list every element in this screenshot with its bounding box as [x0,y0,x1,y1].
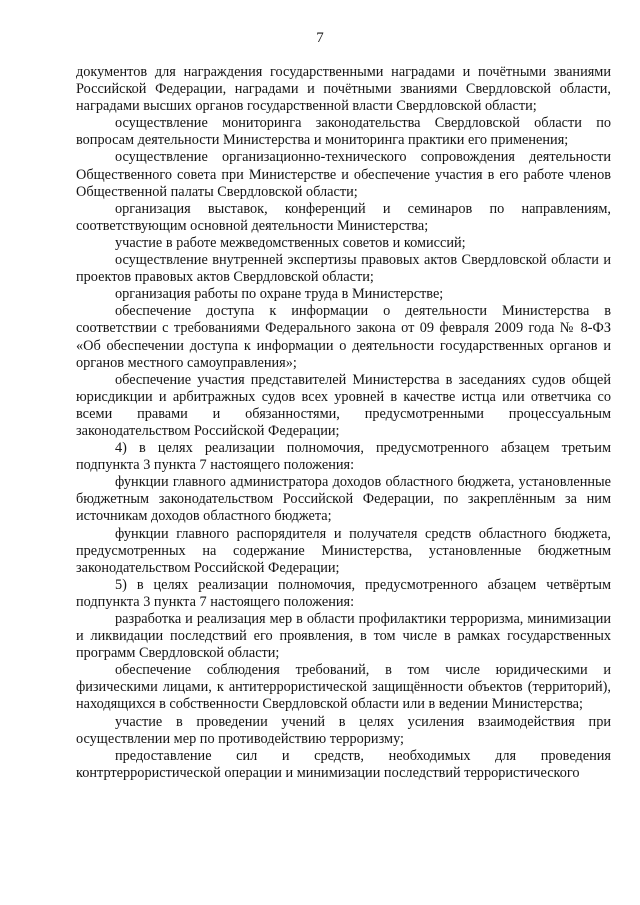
paragraph-continuation: документов для награждения государственными наградами и почётными званиями Российской Федерации, наградами и почётными званиями Свердловской области, наградами высших органов государственной власти Свердловской области; [76,64,611,115]
page-number: 7 [316,30,324,46]
paragraph: обеспечение доступа к информации о деятельности Министерства в соответствии с требованиями Федерального закона от 09 февраля 2009 года № 8-ФЗ «Об обеспечении доступа к информации о деятельности государственных органов и органов местного самоуправления»; [76,303,611,371]
paragraph: функции главного администратора доходов областного бюджета, установленные бюджетным законодательством Российской Федерации, по закреплённым за ним источникам доходов областного бюджета; [76,474,611,525]
paragraph: организация работы по охране труда в Министерстве; [115,286,444,303]
paragraph: обеспечение участия представителей Министерства в заседаниях судов общей юрисдикции и арбитражных судов всех уровней в качестве истца или ответчика со всеми правами и обязанностями, предусмотренными процессуальным законодательством Российской Федерации; [76,371,611,439]
paragraph: разработка и реализация мер в области профилактики терроризма, минимизации и ликвидации последствий его проявления, в том числе в рамках государственных программ Свердловской области; [76,611,611,662]
paragraph: 5) в целях реализации полномочия, предусмотренного абзацем четвёртым подпункта 3 пункта 7 настоящего положения: [76,576,611,610]
paragraph: обеспечение соблюдения требований, в том числе юридическими и физическими лицами, к антитеррористической защищённости объектов (территорий), находящихся в собственности Свердловской области или в ведении Министерства; [76,662,611,713]
paragraph: предоставление сил и средств, необходимых для проведения контртеррористической операции и минимизации последствий террористического [76,747,611,781]
paragraph: 4) в целях реализации полномочия, предусмотренного абзацем третьим подпункта 3 пункта 7 настоящего положения: [76,440,611,474]
paragraph: осуществление организационно-технического сопровождения деятельности Общественного совета при Министерстве и обеспечение участия в его работе членов Общественной палаты Свердловской области; [76,149,611,200]
paragraph: участие в проведении учений в целях усиления взаимодействия при осуществлении мер по противодействию терроризму; [76,713,611,747]
paragraph: осуществление внутренней экспертизы правовых актов Свердловской области и проектов правовых актов Свердловской области; [76,252,611,286]
paragraph: функции главного распорядителя и получателя средств областного бюджета, предусмотренных на содержание Министерства, установленные бюджетным законодательством Российской Федерации; [76,525,611,576]
document-body [76,64,611,782]
paragraph: осуществление мониторинга законодательства Свердловской области по вопросам деятельности Министерства и мониторинга практики его применения; [76,115,611,149]
paragraph: организация выставок, конференций и семинаров по направлениям, соответствующим основной деятельности Министерства; [76,200,611,234]
paragraph: участие в работе межведомственных советов и комиссий; [115,234,466,251]
